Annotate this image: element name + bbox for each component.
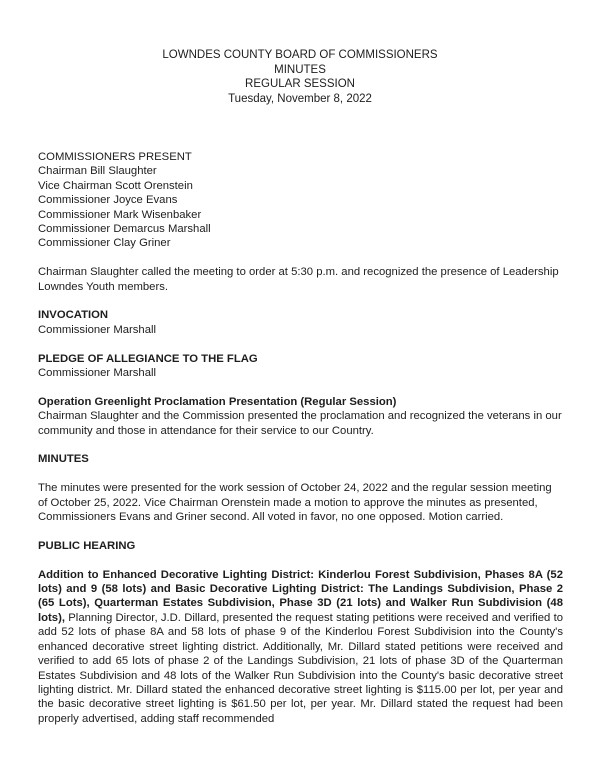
header-title-line2: MINUTES: [274, 63, 326, 76]
minutes-heading: MINUTES: [38, 453, 89, 466]
attendance-member: Chairman Bill Slaughter: [38, 165, 157, 178]
public-hearing-item: [38, 568, 563, 726]
document-body: [38, 150, 563, 726]
attendance-member: Commissioner Clay Griner: [38, 237, 171, 250]
call-to-order-paragraph: Chairman Slaughter called the meeting to order at 5:30 p.m. and recognized the presence of Leadership Lowndes Youth members.: [38, 266, 559, 293]
attendance-member: Commissioner Demarcus Marshall: [38, 223, 211, 236]
public-hearing-item-body: Planning Director, J.D. Dillard, presented the request stating petitions were received and verified to add 52 lots of phase 8A and 58 lots of phase 9 of the Kinderlou Forest Subdivision into the County's enhanced decorative street lighting district. Additionally, Mr. Dillard stated petitions were received and verified to add 65 lots of phase 2 of the Landings Subdivision, 21 lots of phase 3D of the Quarterman Estates Subdivision and 48 lots of the Walker Run Subdivision into the County's basic decorative street lighting district. Mr. Dillard stated the enhanced decorative street lighting is $115.00 per lot, per year and the basic decorative street lighting is $61.50 per lot, per year. Mr. Dillard stated the request had been properly advertised, adding staff recommended: [38, 611, 563, 725]
document-header: [0, 48, 600, 106]
minutes-body: The minutes were presented for the work session of October 24, 2022 and the regular session meeting of October 25, 2022. Vice Chairman Orenstein made a motion to approve the minutes as presented, Commissioners Evans and Griner second. All voted in favor, no one opposed. Motion carried.: [38, 482, 552, 524]
proclamation-body: Chairman Slaughter and the Commission presented the proclamation and recognized the veterans in our community and those in attendance for their service to our Country.: [38, 410, 562, 437]
attendance-member: Vice Chairman Scott Orenstein: [38, 179, 193, 192]
attendance-heading: COMMISSIONERS PRESENT: [38, 151, 192, 163]
invocation-heading: INVOCATION: [38, 309, 109, 322]
invocation-body: Commissioner Marshall: [38, 323, 157, 336]
pledge-body: Commissioner Marshall: [38, 367, 157, 380]
header-title-line1: LOWNDES COUNTY BOARD OF COMMISSIONERS: [162, 49, 438, 61]
header-date: Tuesday, November 8, 2022: [228, 92, 372, 105]
header-title-line3: REGULAR SESSION: [245, 78, 355, 90]
public-hearing-item-title: Addition to Enhanced Decorative Lighting District: Kinderlou Forest Subdivision, Phases 8A (52 lots) and 9 (58 lots) and Basic Decorative Lighting District: The Landings Subdivision, Phase 2 (65 Lots), Quarterman Estates Subdivision, Phase 3D (21 lots) and Walker Run Subdivision (48 lots),: [38, 568, 563, 624]
public-hearing-heading: PUBLIC HEARING: [38, 539, 136, 552]
attendance-member: Commissioner Mark Wisenbaker: [38, 208, 202, 221]
proclamation-heading: Operation Greenlight Proclamation Presentation (Regular Session): [38, 395, 397, 408]
pledge-heading: PLEDGE OF ALLEGIANCE TO THE FLAG: [38, 352, 258, 365]
attendance-member: Commissioner Joyce Evans: [38, 194, 178, 207]
